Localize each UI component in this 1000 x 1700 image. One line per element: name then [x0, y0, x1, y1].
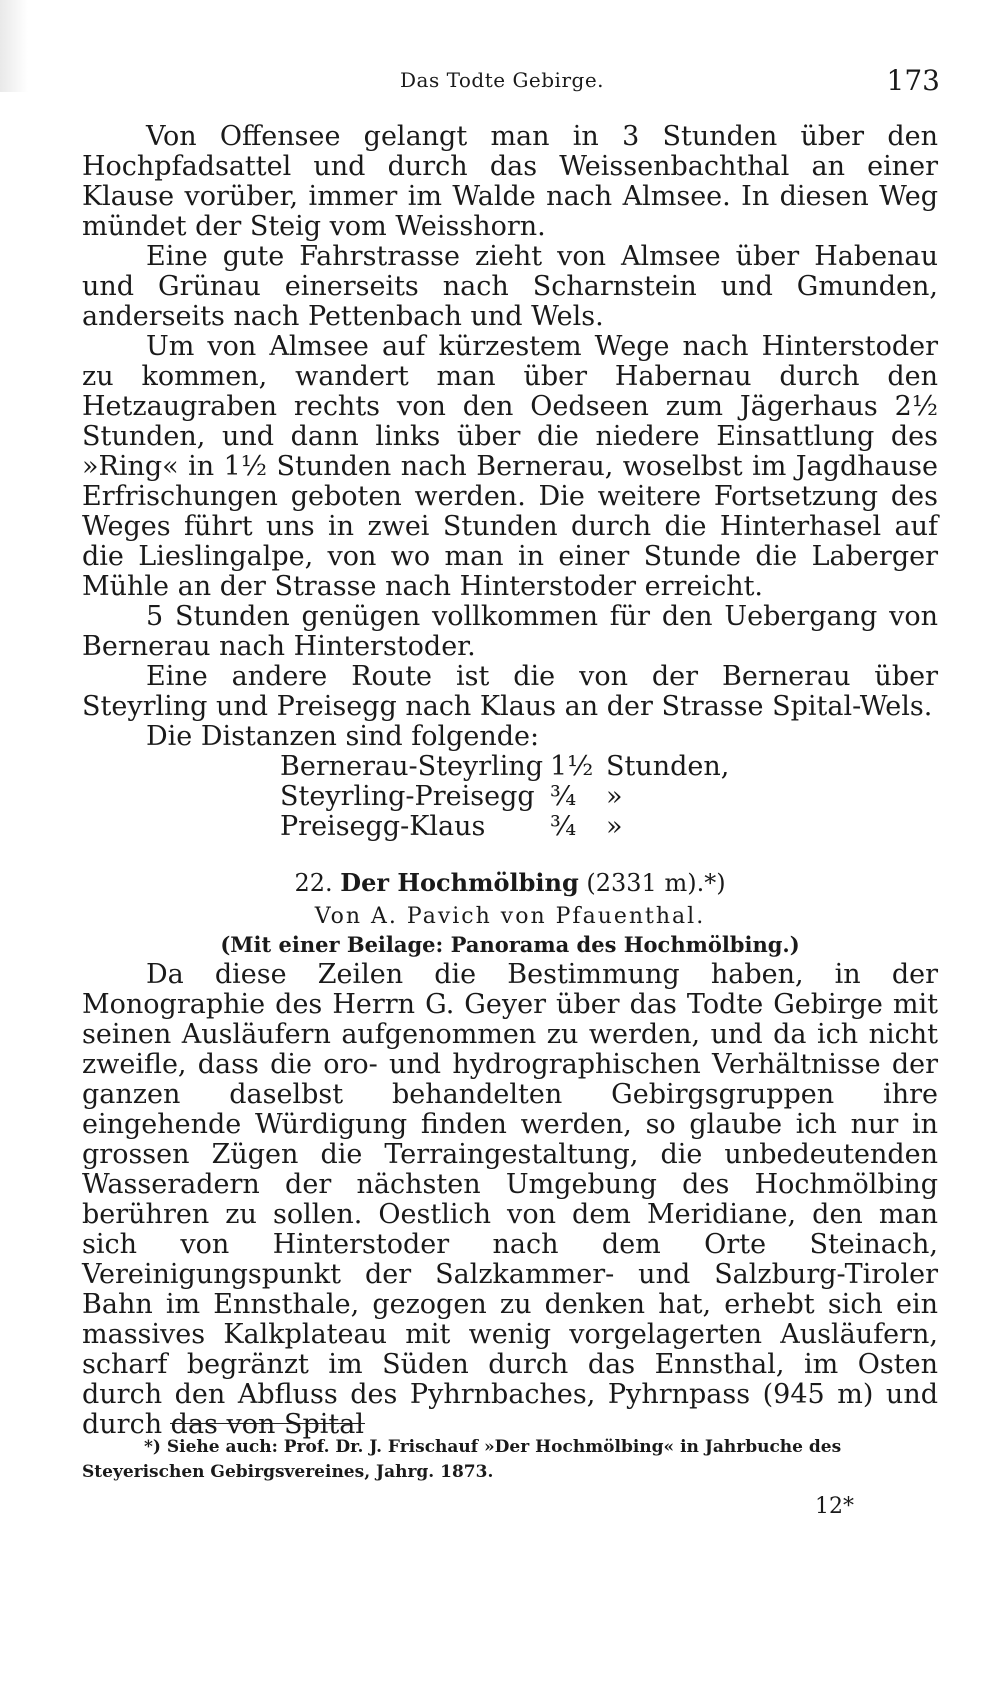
paragraph: Eine andere Route ist die von der Bernerau über Steyrling und Preisegg nach Klaus an der Strasse Spital-Wels. — [82, 661, 938, 722]
body-text — [82, 122, 938, 1440]
page-number: 173 — [886, 64, 940, 97]
route-name: Bernerau-Steyrling — [280, 751, 544, 782]
paragraph: Eine gute Fahrstrasse zieht von Almsee über Habenau und Grünau einerseits nach Scharnstein und Gmunden, anderseits nach Pettenbach und Wels. — [82, 241, 938, 332]
distance-table — [280, 752, 729, 842]
signature-mark: 12* — [815, 1494, 854, 1519]
footnote-divider — [170, 1423, 365, 1424]
page-header — [80, 64, 940, 100]
table-row — [280, 782, 729, 812]
paragraph: Die Distanzen sind folgende: — [146, 721, 540, 752]
author-line: Von A. Pavich von Pfauenthal. — [314, 904, 706, 929]
route-unit: » — [606, 811, 623, 842]
table-row — [280, 752, 729, 782]
route-duration: 1½ — [550, 751, 594, 782]
running-title: Das Todte Gebirge. — [400, 68, 605, 92]
section-title: Der Hochmölbing — [340, 868, 579, 897]
footnote-text: *) Siehe auch: Prof. Dr. J. Frischauf »Der Hochmölbing« in Jahrbuche des Steyerischen Gebirgsvereines, Jahrg. 1873. — [82, 1437, 842, 1482]
section-heading — [82, 868, 938, 898]
route-unit: Stunden, — [606, 751, 730, 782]
route-unit: » — [606, 781, 623, 812]
route-duration: ¾ — [550, 781, 577, 812]
section-height: (2331 m).*) — [586, 869, 726, 897]
section-number: 22. — [294, 869, 333, 897]
paragraph: 5 Stunden genügen vollkommen für den Uebergang von Bernerau nach Hinterstoder. — [82, 601, 938, 662]
supplement-note: (Mit einer Beilage: Panorama des Hochmölbing.) — [220, 932, 800, 957]
footnote — [82, 1435, 938, 1485]
scan-edge-mark — [0, 0, 28, 92]
route-name: Preisegg-Klaus — [280, 811, 486, 842]
route-duration: ¾ — [550, 811, 577, 842]
paragraph: Um von Almsee auf kürzestem Wege nach Hinterstoder zu kommen, wandert man über Habernau durch den Hetzaugraben rechts von den Oedseen zum Jägerhaus 2½ Stunden, und dann links über die niedere Einsattlung des »Ring« in 1½ Stunden nach Bernerau, woselbst im Jagdhause Erfrischungen geboten werden. Die weitere Fortsetzung des Weges führt uns in zwei Stunden durch die Hinterhasel auf die Lieslingalpe, von wo man in einer Stunde die Laberger Mühle an der Strasse nach Hinterstoder erreicht. — [82, 331, 938, 602]
paragraph: Von Offensee gelangt man in 3 Stunden über den Hochpfadsattel und durch das Weissenbachthal an einer Klause vorüber, immer im Walde nach Almsee. In diesen Weg mündet der Steig vom Weisshorn. — [82, 121, 938, 242]
table-row — [280, 812, 729, 842]
paragraph: Da diese Zeilen die Bestimmung haben, in der Monographie des Herrn G. Geyer über das Todte Gebirge mit seinen Ausläufern aufgenommen zu werden, und da ich nicht zweifle, dass die oro- und hydrographischen Verhältnisse der ganzen daselbst behandelten Gebirgsgruppen ihre eingehende Würdigung finden werden, so glaube ich nur in grossen Zügen die Terraingestaltung, die unbedeutenden Wasseradern der nächsten Umgebung des Hochmölbing berühren zu sollen. Oestlich von dem Meridiane, den man sich von Hinterstoder nach dem Orte Steinach, Vereinigungspunkt der Salzkammer- und Salzburg-Tiroler Bahn im Ennsthale, gezogen zu denken hat, erhebt sich ein massives Kalkplateau mit wenig vorgelagerten Ausläufern, scharf begränzt im Süden durch das Ennsthal, im Osten durch den Abfluss des Pyhrnbaches, Pyhrnpass (945 m) und durch das von Spital — [82, 959, 938, 1440]
route-name: Steyrling-Preisegg — [280, 781, 535, 812]
